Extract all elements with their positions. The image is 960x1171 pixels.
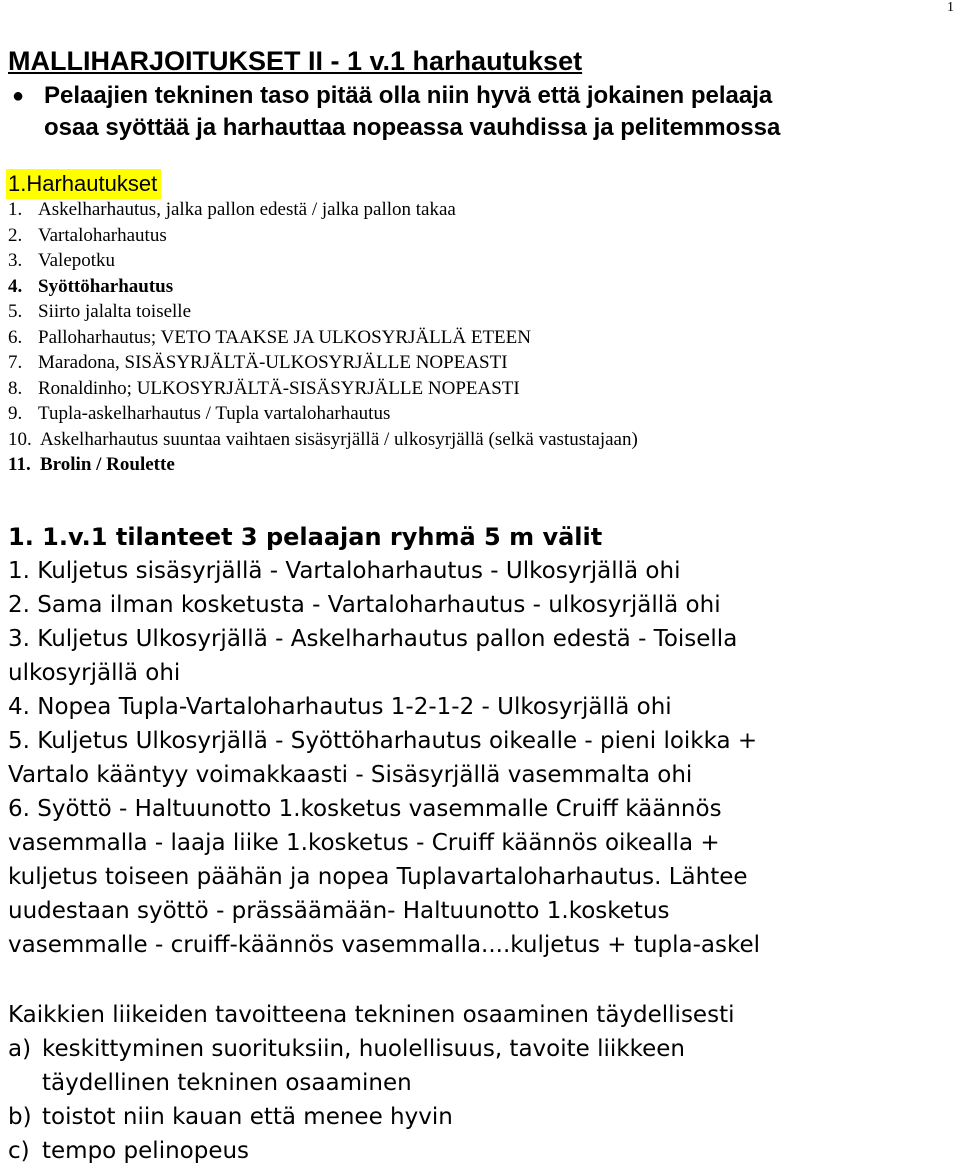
item-number: 3.: [8, 250, 23, 271]
item-number: 1.: [8, 199, 23, 220]
situation-line: 1. Kuljetus sisäsyrjällä - Vartaloharhautus - Ulkosyrjällä ohi: [8, 558, 681, 584]
goal-item: [8, 1032, 948, 1100]
situations-title: 1. 1.v.1 tilanteet 3 pelaajan ryhmä 5 m välit: [8, 523, 603, 551]
summary-section: [8, 998, 948, 1168]
situation-line: vasemmalla - laaja liike 1.kosketus - Cruiff käännös oikealla +: [8, 830, 720, 856]
item-number: 10.: [8, 428, 32, 450]
page-number: 1: [947, 0, 954, 15]
item-text: Syöttöharhautus: [38, 275, 174, 297]
goal-line: tempo pelinopeus: [42, 1138, 250, 1164]
item-text: Vartaloharhautus: [38, 224, 167, 246]
section-heading-harhautukset: 1.Harhautukset: [6, 169, 161, 199]
list-item: [8, 350, 638, 376]
situation-line: 3. Kuljetus Ulkosyrjällä - Askelharhautus pallon edestä - Toisella: [8, 626, 738, 652]
list-item: [8, 401, 638, 427]
item-number: 4.: [8, 275, 23, 297]
situation-line: 2. Sama ilman kosketusta - Vartaloharhautus - ulkosyrjällä ohi: [8, 592, 721, 618]
goal-line: täydellinen tekninen osaaminen: [42, 1070, 412, 1096]
situation-line: Vartalo kääntyy voimakkaasti - Sisäsyrjällä vasemmalta ohi: [8, 762, 693, 788]
item-number: 2.: [8, 224, 23, 246]
item-number: 8.: [8, 377, 23, 399]
list-item: [8, 452, 638, 478]
page-title: MALLIHARJOITUKSET II - 1 v.1 harhautukset: [8, 46, 583, 76]
list-item: [8, 274, 638, 300]
situation-line: 6. Syöttö - Haltuunotto 1.kosketus vasemmalle Cruiff käännös: [8, 796, 722, 822]
item-text: Brolin / Roulette: [40, 454, 175, 475]
situation-line: uudestaan syöttö - prässäämään- Haltuunotto 1.kosketus: [8, 898, 670, 924]
intro-line-2: osaa syöttää ja harhauttaa nopeassa vauhdissa ja pelitemmossa: [44, 114, 781, 141]
list-item: [8, 197, 638, 223]
situation-line: 5. Kuljetus Ulkosyrjällä - Syöttöharhautus oikealle - pieni loikka +: [8, 728, 758, 754]
moves-list: [8, 197, 638, 478]
item-number: 11.: [8, 454, 31, 475]
situation-line: kuljetus toiseen päähän ja nopea Tuplavartaloharhautus. Lähtee: [8, 864, 748, 890]
list-item: [8, 325, 638, 351]
situation-line: ulkosyrjällä ohi: [8, 660, 181, 686]
item-text: Tupla-askelharhautus / Tupla vartaloharhautus: [38, 403, 391, 424]
goal-label: a): [8, 1036, 32, 1062]
item-text: Ronaldinho; ULKOSYRJÄLTÄ-SISÄSYRJÄLLE NOPEASTI: [38, 377, 520, 399]
goal-item: [8, 1100, 948, 1134]
list-item: [8, 248, 638, 274]
intro-bullet: [12, 80, 942, 144]
bullet-dot-icon: ●: [12, 85, 25, 107]
situation-line: vasemmalle - cruiff-käännös vasemmalla....kuljetus + tupla-askel: [8, 932, 760, 958]
item-number: 6.: [8, 326, 23, 348]
item-text: Askelharhautus, jalka pallon edestä / jalka pallon takaa: [38, 199, 456, 220]
item-text: Askelharhautus suuntaa vaihtaen sisäsyrjällä / ulkosyrjällä (selkä vastustajaan): [40, 428, 638, 450]
list-item: [8, 299, 638, 325]
goal-label: c): [8, 1138, 30, 1164]
intro-line-1: Pelaajien tekninen taso pitää olla niin hyvä että jokainen pelaaja: [44, 82, 773, 109]
item-text: Siirto jalalta toiselle: [38, 301, 192, 322]
summary-heading: Kaikkien liikeiden tavoitteena tekninen osaaminen täydellisesti: [8, 1002, 735, 1028]
goal-item: [8, 1134, 948, 1168]
list-item: [8, 427, 638, 453]
goal-line: keskittyminen suorituksiin, huolellisuus, tavoite liikkeen: [42, 1036, 685, 1062]
item-number: 7.: [8, 352, 23, 373]
item-number: 9.: [8, 403, 23, 424]
situations-section: [8, 520, 948, 962]
item-number: 5.: [8, 301, 23, 322]
situation-line: 4. Nopea Tupla-Vartaloharhautus 1-2-1-2 - Ulkosyrjällä ohi: [8, 694, 672, 720]
list-item: [8, 376, 638, 402]
item-text: Palloharhautus; VETO TAAKSE JA ULKOSYRJÄLLÄ ETEEN: [38, 326, 531, 348]
item-text: Valepotku: [38, 250, 116, 271]
list-item: [8, 223, 638, 249]
goal-line: toistot niin kauan että menee hyvin: [42, 1104, 453, 1130]
item-text: Maradona, SISÄSYRJÄLTÄ-ULKOSYRJÄLLE NOPEASTI: [38, 352, 508, 373]
goal-label: b): [8, 1104, 32, 1130]
